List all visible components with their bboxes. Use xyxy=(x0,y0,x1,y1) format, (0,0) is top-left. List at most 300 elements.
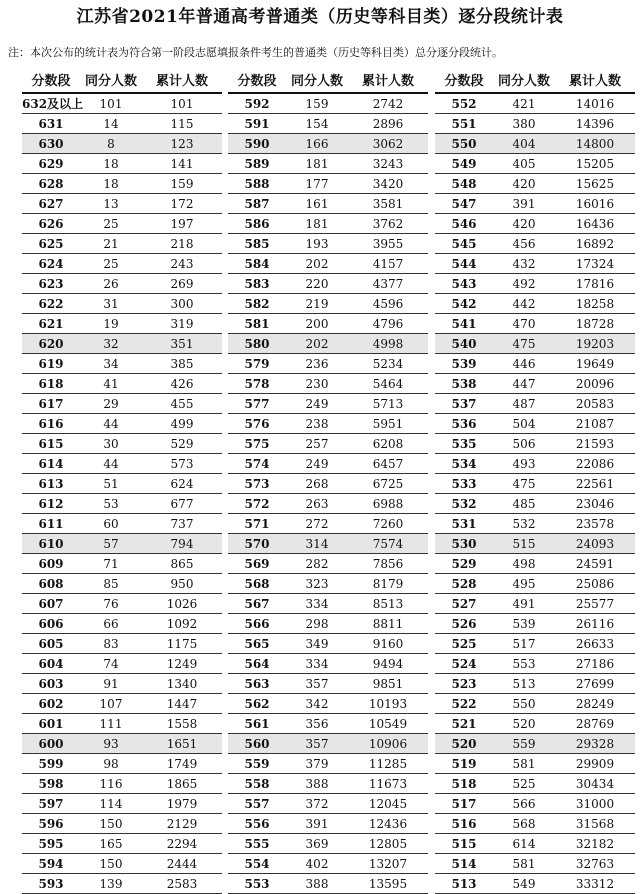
cell-same-count: 161 xyxy=(305,196,329,211)
table-row xyxy=(228,874,428,894)
cell-same-count: 249 xyxy=(305,456,329,471)
table-row xyxy=(22,294,222,314)
cell-cumulative: 1447 xyxy=(166,696,198,711)
cell-score: 572 xyxy=(244,496,270,511)
cell-same-count: 31 xyxy=(103,296,119,311)
table-row xyxy=(228,734,428,754)
cell-same-count: 342 xyxy=(305,696,329,711)
table-row xyxy=(22,874,222,894)
table-row xyxy=(435,234,635,254)
cell-score: 560 xyxy=(244,736,270,751)
table-header xyxy=(228,66,428,94)
cell-same-count: 111 xyxy=(99,716,123,731)
cell-cumulative: 2129 xyxy=(166,816,198,831)
table-row xyxy=(435,754,635,774)
cell-same-count: 19 xyxy=(103,316,119,331)
cell-score: 626 xyxy=(38,216,64,231)
cell-score: 523 xyxy=(451,676,477,691)
cell-same-count: 200 xyxy=(305,316,329,331)
cell-score: 606 xyxy=(38,616,64,631)
cell-same-count: 493 xyxy=(512,456,536,471)
table-header xyxy=(435,66,635,94)
table-row xyxy=(435,254,635,274)
cell-same-count: 66 xyxy=(103,616,119,631)
cell-score: 547 xyxy=(451,196,477,211)
cell-cumulative: 4998 xyxy=(372,336,404,351)
cell-score: 629 xyxy=(38,156,64,171)
table-row xyxy=(435,594,635,614)
cell-score: 608 xyxy=(38,576,64,591)
cell-score: 522 xyxy=(451,696,477,711)
table-row xyxy=(22,114,222,134)
table-row xyxy=(435,674,635,694)
cell-score: 533 xyxy=(451,476,477,491)
cell-cumulative: 9494 xyxy=(372,656,404,671)
cell-score: 516 xyxy=(451,816,477,831)
table-row xyxy=(435,314,635,334)
cell-cumulative: 16436 xyxy=(575,216,615,231)
cell-cumulative: 351 xyxy=(170,336,194,351)
cell-same-count: 98 xyxy=(103,756,119,771)
cell-score: 530 xyxy=(451,536,477,551)
table-row xyxy=(228,494,428,514)
cell-score: 521 xyxy=(451,716,477,731)
cell-score: 552 xyxy=(451,96,477,111)
cell-same-count: 51 xyxy=(103,476,119,491)
cell-score: 527 xyxy=(451,596,477,611)
table-row xyxy=(228,394,428,414)
cell-score: 580 xyxy=(244,336,270,351)
cell-cumulative: 28249 xyxy=(575,696,615,711)
table-row xyxy=(435,814,635,834)
table-row xyxy=(435,614,635,634)
table-row xyxy=(22,794,222,814)
table-row xyxy=(228,274,428,294)
table-row xyxy=(435,294,635,314)
cell-score: 520 xyxy=(451,736,477,751)
table-row xyxy=(228,174,428,194)
cell-same-count: 18 xyxy=(103,156,119,171)
cell-score: 531 xyxy=(451,516,477,531)
table-row xyxy=(435,394,635,414)
cell-score: 538 xyxy=(451,376,477,391)
cell-same-count: 298 xyxy=(305,616,329,631)
cell-cumulative: 9160 xyxy=(372,636,404,651)
table-row xyxy=(435,154,635,174)
cell-cumulative: 22561 xyxy=(575,476,615,491)
cell-same-count: 18 xyxy=(103,176,119,191)
cell-cumulative: 33312 xyxy=(575,876,615,891)
cell-score: 581 xyxy=(244,316,270,331)
cell-cumulative: 499 xyxy=(170,416,194,431)
cell-same-count: 91 xyxy=(103,676,119,691)
table-body xyxy=(22,94,222,894)
cell-same-count: 492 xyxy=(512,276,536,291)
cell-same-count: 272 xyxy=(305,516,329,531)
cell-same-count: 74 xyxy=(103,656,119,671)
cell-same-count: 44 xyxy=(103,456,119,471)
cell-cumulative: 26116 xyxy=(575,616,615,631)
cell-cumulative: 1749 xyxy=(166,756,198,771)
cell-score: 611 xyxy=(38,516,64,531)
table-note: 注：本次公布的统计表为符合第一阶段志愿填报条件考生的普通类（历史等科目类）总分逐分段统计。 xyxy=(8,46,503,59)
cell-cumulative: 14800 xyxy=(575,136,615,151)
cell-cumulative: 1092 xyxy=(166,616,198,631)
cell-score: 602 xyxy=(38,696,64,711)
cell-cumulative: 3762 xyxy=(372,216,404,231)
cell-score: 528 xyxy=(451,576,477,591)
cell-score: 616 xyxy=(38,416,64,431)
cell-same-count: 446 xyxy=(512,356,536,371)
table-row xyxy=(228,374,428,394)
cell-score: 566 xyxy=(244,616,270,631)
table-row xyxy=(22,494,222,514)
table-row xyxy=(228,654,428,674)
table-row xyxy=(22,174,222,194)
cell-same-count: 513 xyxy=(512,676,536,691)
cell-same-count: 83 xyxy=(103,636,119,651)
cell-score: 624 xyxy=(38,256,64,271)
cell-cumulative: 794 xyxy=(170,536,194,551)
cell-cumulative: 2742 xyxy=(372,96,404,111)
cell-same-count: 525 xyxy=(512,776,536,791)
cell-same-count: 30 xyxy=(103,436,119,451)
cell-same-count: 165 xyxy=(99,836,123,851)
cell-score: 569 xyxy=(244,556,270,571)
cell-cumulative: 6457 xyxy=(372,456,404,471)
cell-same-count: 485 xyxy=(512,496,536,511)
cell-cumulative: 27186 xyxy=(575,656,615,671)
cell-score: 583 xyxy=(244,276,270,291)
cell-same-count: 539 xyxy=(512,616,536,631)
cell-cumulative: 5464 xyxy=(372,376,404,391)
cell-score: 546 xyxy=(451,216,477,231)
table-row xyxy=(228,834,428,854)
table-row xyxy=(435,834,635,854)
cell-same-count: 76 xyxy=(103,596,119,611)
cell-score: 549 xyxy=(451,156,477,171)
header-cumulative: 累计人数 xyxy=(568,73,621,89)
cell-score: 585 xyxy=(244,236,270,251)
cell-cumulative: 218 xyxy=(170,236,194,251)
cell-same-count: 150 xyxy=(99,856,123,871)
table-row xyxy=(22,854,222,874)
cell-cumulative: 23578 xyxy=(575,516,615,531)
cell-cumulative: 159 xyxy=(170,176,194,191)
cell-score: 627 xyxy=(38,196,64,211)
table-row xyxy=(22,414,222,434)
cell-cumulative: 17816 xyxy=(575,276,615,291)
cell-cumulative: 13595 xyxy=(368,876,408,891)
table-row xyxy=(228,154,428,174)
table-row xyxy=(228,354,428,374)
cell-same-count: 498 xyxy=(512,556,536,571)
cell-score: 598 xyxy=(38,776,64,791)
table-row xyxy=(435,634,635,654)
cell-cumulative: 12436 xyxy=(368,816,408,831)
cell-same-count: 116 xyxy=(99,776,123,791)
cell-cumulative: 865 xyxy=(170,556,194,571)
cell-cumulative: 10193 xyxy=(368,696,408,711)
cell-cumulative: 18728 xyxy=(575,316,615,331)
cell-score: 554 xyxy=(244,856,270,871)
table-row xyxy=(435,574,635,594)
cell-score: 539 xyxy=(451,356,477,371)
table-row xyxy=(228,334,428,354)
cell-score: 518 xyxy=(451,776,477,791)
cell-score: 596 xyxy=(38,816,64,831)
cell-same-count: 25 xyxy=(103,216,119,231)
cell-cumulative: 300 xyxy=(170,296,194,311)
cell-same-count: 263 xyxy=(305,496,329,511)
cell-score: 545 xyxy=(451,236,477,251)
table-row xyxy=(228,854,428,874)
cell-cumulative: 12805 xyxy=(368,836,408,851)
cell-same-count: 391 xyxy=(512,196,536,211)
cell-score: 550 xyxy=(451,136,477,151)
cell-same-count: 202 xyxy=(305,256,329,271)
cell-same-count: 495 xyxy=(512,576,536,591)
cell-same-count: 491 xyxy=(512,596,536,611)
cell-same-count: 282 xyxy=(305,556,329,571)
cell-score: 565 xyxy=(244,636,270,651)
header-cumulative: 累计人数 xyxy=(361,73,414,89)
table-row xyxy=(22,354,222,374)
table-row xyxy=(435,494,635,514)
table-row xyxy=(435,94,635,114)
cell-score: 576 xyxy=(244,416,270,431)
table-row xyxy=(435,174,635,194)
cell-cumulative: 24093 xyxy=(575,536,615,551)
cell-same-count: 71 xyxy=(103,556,119,571)
cell-score: 540 xyxy=(451,336,477,351)
table-row xyxy=(22,834,222,854)
header-same-count: 同分人数 xyxy=(497,73,550,89)
cell-score: 574 xyxy=(244,456,270,471)
table-row xyxy=(228,794,428,814)
table-row xyxy=(228,474,428,494)
table-row xyxy=(22,234,222,254)
cell-score: 615 xyxy=(38,436,64,451)
table-row xyxy=(228,774,428,794)
cell-cumulative: 3581 xyxy=(372,196,404,211)
table-row xyxy=(228,214,428,234)
cell-score: 603 xyxy=(38,676,64,691)
cell-same-count: 230 xyxy=(305,376,329,391)
table-row xyxy=(435,874,635,894)
cell-score: 625 xyxy=(38,236,64,251)
cell-same-count: 442 xyxy=(512,296,536,311)
cell-same-count: 85 xyxy=(103,576,119,591)
cell-cumulative: 16016 xyxy=(575,196,615,211)
cell-same-count: 614 xyxy=(512,836,536,851)
cell-cumulative: 30434 xyxy=(575,776,615,791)
cell-same-count: 150 xyxy=(99,816,123,831)
cell-same-count: 13 xyxy=(103,196,119,211)
cell-cumulative: 11285 xyxy=(368,756,408,771)
cell-score: 587 xyxy=(244,196,270,211)
cell-same-count: 349 xyxy=(305,636,329,651)
table-row xyxy=(22,394,222,414)
table-row xyxy=(228,674,428,694)
cell-score: 536 xyxy=(451,416,477,431)
cell-score: 628 xyxy=(38,176,64,191)
cell-cumulative: 2444 xyxy=(166,856,198,871)
cell-cumulative: 8179 xyxy=(372,576,404,591)
cell-cumulative: 950 xyxy=(170,576,194,591)
table-row xyxy=(22,574,222,594)
cell-score: 613 xyxy=(38,476,64,491)
table-row xyxy=(435,514,635,534)
table-row xyxy=(22,734,222,754)
table-row xyxy=(22,754,222,774)
table-row xyxy=(22,694,222,714)
cell-same-count: 57 xyxy=(103,536,119,551)
cell-same-count: 420 xyxy=(512,216,536,231)
cell-same-count: 21 xyxy=(103,236,119,251)
header-score: 分数段 xyxy=(31,73,71,89)
cell-cumulative: 1979 xyxy=(166,796,198,811)
cell-cumulative: 677 xyxy=(170,496,194,511)
table-row xyxy=(228,534,428,554)
cell-score: 601 xyxy=(38,716,64,731)
cell-score: 589 xyxy=(244,156,270,171)
cell-same-count: 166 xyxy=(305,136,329,151)
cell-cumulative: 5234 xyxy=(372,356,404,371)
cell-cumulative: 1249 xyxy=(166,656,198,671)
cell-cumulative: 197 xyxy=(170,216,194,231)
cell-same-count: 432 xyxy=(512,256,536,271)
cell-score: 537 xyxy=(451,396,477,411)
cell-score: 517 xyxy=(451,796,477,811)
cell-same-count: 504 xyxy=(512,416,536,431)
cell-cumulative: 18258 xyxy=(575,296,615,311)
table-row xyxy=(228,634,428,654)
cell-score: 529 xyxy=(451,556,477,571)
table-row xyxy=(435,334,635,354)
table-row xyxy=(22,214,222,234)
cell-cumulative: 243 xyxy=(170,256,194,271)
cell-same-count: 568 xyxy=(512,816,536,831)
cell-cumulative: 737 xyxy=(170,516,194,531)
cell-same-count: 520 xyxy=(512,716,536,731)
cell-same-count: 391 xyxy=(305,816,329,831)
cell-cumulative: 10549 xyxy=(368,716,408,731)
cell-same-count: 107 xyxy=(99,696,123,711)
cell-score: 556 xyxy=(244,816,270,831)
table-row xyxy=(22,134,222,154)
table-row xyxy=(228,514,428,534)
table-row xyxy=(435,734,635,754)
cell-cumulative: 269 xyxy=(170,276,194,291)
table-row xyxy=(435,554,635,574)
table-row xyxy=(22,634,222,654)
cell-score: 573 xyxy=(244,476,270,491)
table-row xyxy=(435,194,635,214)
cell-score: 599 xyxy=(38,756,64,771)
cell-cumulative: 21593 xyxy=(575,436,615,451)
cell-cumulative: 5951 xyxy=(372,416,404,431)
table-row xyxy=(435,374,635,394)
cell-cumulative: 13207 xyxy=(368,856,408,871)
table-row xyxy=(435,694,635,714)
table-row xyxy=(228,814,428,834)
cell-same-count: 405 xyxy=(512,156,536,171)
cell-cumulative: 455 xyxy=(170,396,194,411)
cell-score: 553 xyxy=(244,876,270,891)
cell-cumulative: 8513 xyxy=(372,596,404,611)
table-row xyxy=(228,754,428,774)
cell-cumulative: 27699 xyxy=(575,676,615,691)
cell-same-count: 388 xyxy=(305,876,329,891)
cell-same-count: 257 xyxy=(305,436,329,451)
cell-cumulative: 6988 xyxy=(372,496,404,511)
cell-cumulative: 15625 xyxy=(575,176,615,191)
cell-cumulative: 32182 xyxy=(575,836,615,851)
table-row xyxy=(435,134,635,154)
cell-score: 597 xyxy=(38,796,64,811)
table-block-2 xyxy=(228,66,428,894)
cell-cumulative: 1865 xyxy=(166,776,198,791)
table-row xyxy=(22,774,222,794)
cell-cumulative: 11673 xyxy=(368,776,408,791)
cell-score: 623 xyxy=(38,276,64,291)
cell-same-count: 372 xyxy=(305,796,329,811)
cell-cumulative: 123 xyxy=(170,136,194,151)
cell-score: 621 xyxy=(38,316,64,331)
table-row xyxy=(228,454,428,474)
cell-same-count: 550 xyxy=(512,696,536,711)
cell-cumulative: 5713 xyxy=(372,396,404,411)
cell-score: 570 xyxy=(244,536,270,551)
cell-score: 534 xyxy=(451,456,477,471)
table-header xyxy=(22,66,222,94)
cell-cumulative: 529 xyxy=(170,436,194,451)
table-row xyxy=(22,614,222,634)
cell-same-count: 517 xyxy=(512,636,536,651)
cell-score: 588 xyxy=(244,176,270,191)
cell-score: 544 xyxy=(451,256,477,271)
cell-same-count: 581 xyxy=(512,856,536,871)
table-row xyxy=(435,434,635,454)
cell-cumulative: 1026 xyxy=(166,596,198,611)
table-row xyxy=(228,554,428,574)
cell-cumulative: 26633 xyxy=(575,636,615,651)
cell-score: 600 xyxy=(38,736,64,751)
cell-same-count: 553 xyxy=(512,656,536,671)
table-row xyxy=(435,794,635,814)
cell-cumulative: 1340 xyxy=(166,676,198,691)
table-row xyxy=(228,594,428,614)
cell-cumulative: 22086 xyxy=(575,456,615,471)
table-row xyxy=(228,294,428,314)
table-row xyxy=(22,194,222,214)
cell-same-count: 202 xyxy=(305,336,329,351)
cell-cumulative: 3243 xyxy=(372,156,404,171)
cell-same-count: 14 xyxy=(103,116,119,131)
cell-score: 526 xyxy=(451,616,477,631)
cell-cumulative: 4157 xyxy=(372,256,404,271)
cell-same-count: 357 xyxy=(305,676,329,691)
cell-score: 605 xyxy=(38,636,64,651)
cell-same-count: 420 xyxy=(512,176,536,191)
table-row xyxy=(228,574,428,594)
table-row xyxy=(435,474,635,494)
cell-score: 595 xyxy=(38,836,64,851)
table-row xyxy=(228,114,428,134)
cell-cumulative: 12045 xyxy=(368,796,408,811)
cell-cumulative: 4796 xyxy=(372,316,404,331)
